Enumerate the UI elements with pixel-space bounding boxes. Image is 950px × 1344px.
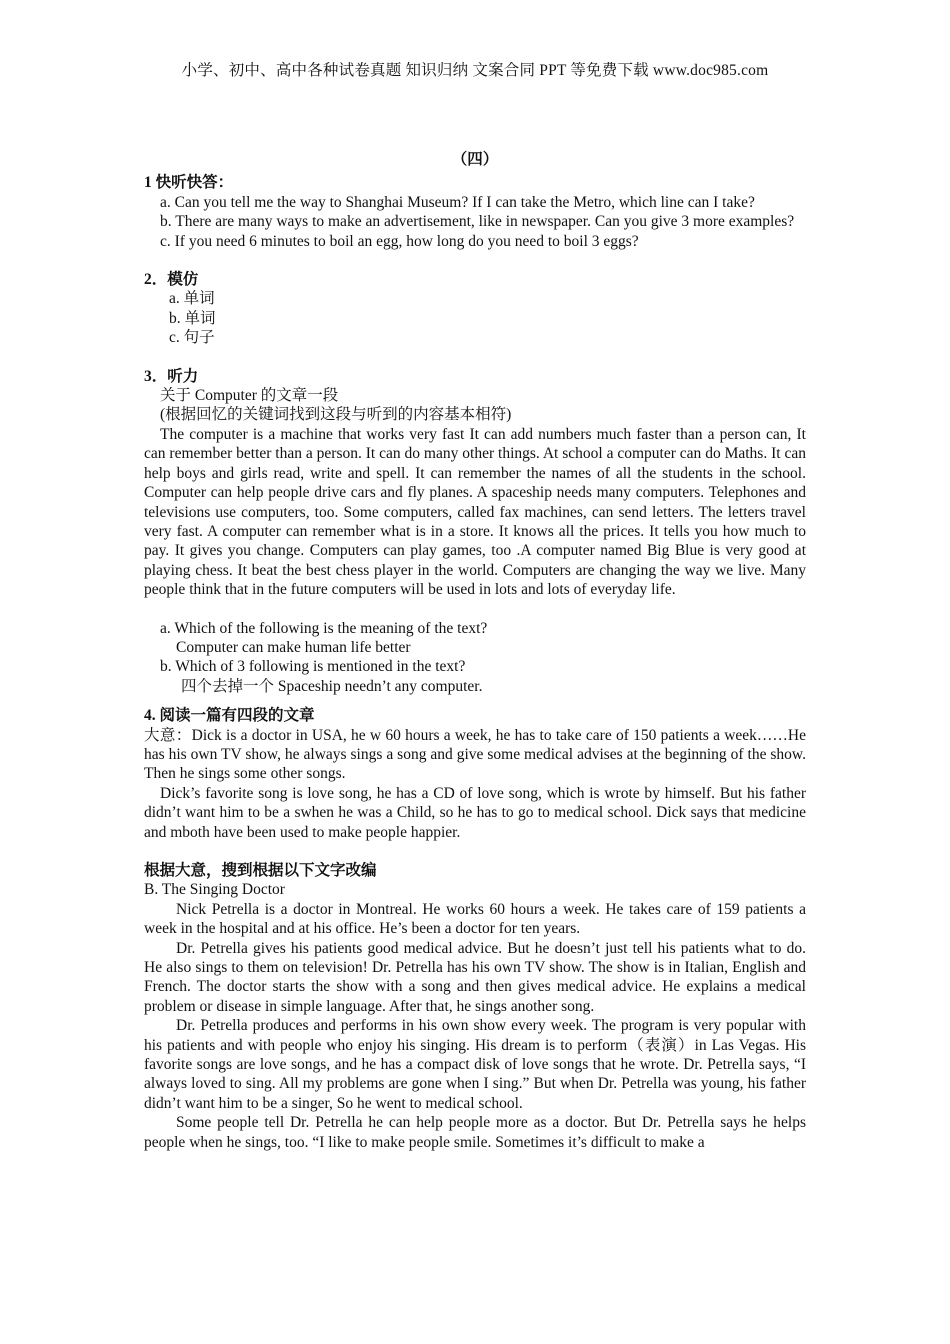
question-1b: b. There are many ways to make an advertisement, like in newspaper. Can you give 3 more examples?	[160, 213, 795, 231]
item-2a: a. 单词	[169, 290, 215, 308]
computer-passage: The computer is a machine that works very fast It can add numbers much faster than a person can, It can remember better than a person. It can do many other things. At school a computer can do Maths. It can help boys and girls read, write and spell. It can remember the names of all the students in the school. Computer can help people drive cars and fly planes. A spaceship needs many computers. Telephones and televisions use computers, too. Some computers, called fax machines, can send letters. The letters travel very fast. A computer can remember what is in a store. It knows all the prices. It tells you how much to pay. It gives you change. Computers can play games, too .A computer named Big Blue is very good at playing chess. It beat the best chess player in the world. Computers are changing the way we live. Many people think that in the future computers will be used in lots and lots of everyday life.	[144, 425, 806, 599]
answer-3a: Computer can make human life better	[176, 638, 411, 656]
section-5-heading: 根据大意，搜到根据以下文字改编	[144, 862, 377, 879]
section-2-heading: 2．模仿	[144, 271, 199, 289]
story-paragraph-3: Dr. Petrella produces and performs in his own show every week. The program is very popular with his patients and with people who enjoy his singing. His dream is to perform（表演）in Las Vegas. His favorite songs are love songs, and he has a compact disk of love songs that he wrote. Dr. Petrella says, “I always loved to sing. All my problems are gone when I sing.” But when Dr. Petrella was young, his father didn’t want him to be a singer, So he went to medical school.	[144, 1017, 806, 1112]
question-1a: a. Can you tell me the way to Shanghai Museum? If I can take the Metro, which line can I take?	[160, 193, 755, 211]
section-3-heading: 3．听力	[144, 367, 199, 385]
document-body	[144, 150, 806, 1152]
section-4-heading: 4. 阅读一篇有四段的文章	[144, 707, 315, 725]
story-paragraph-1: Nick Petrella is a doctor in Montreal. He works 60 hours a week. He takes care of 159 patients a week in the hospital and at his office. He’s been a doctor for ten years.	[144, 900, 806, 938]
question-3a: a. Which of the following is the meaning of the text?	[160, 619, 488, 637]
question-3b: b. Which of 3 following is mentioned in the text?	[160, 658, 466, 676]
summary-paragraph-1: 大意：Dick is a doctor in USA, he w 60 hours a week, he has to take care of 150 patients a week……He has his own TV show, he always sings a song and give some medical advises at the beginning of the show. Then he sings some other songs.	[144, 726, 806, 783]
section-title: （四）	[451, 151, 499, 168]
summary-paragraph-2: Dick’s favorite song is love song, he has a CD of love song, which is wrote by himself. But his father didn’t want him to be a swhen he was a Child, so he has to go to medical school. Dick says that medicine and mboth have been used to make people happier.	[144, 784, 806, 841]
section-1-heading: 1 快听快答：	[144, 174, 234, 192]
story-title: B. The Singing Doctor	[144, 881, 285, 899]
question-1c: c. If you need 6 minutes to boil an egg, how long do you need to boil 3 eggs?	[160, 232, 639, 250]
page-header: 小学、初中、高中各种试卷真题 知识归纳 文案合同 PPT 等免费下载 www.doc985.com	[181, 62, 769, 79]
story-paragraph-2: Dr. Petrella gives his patients good medical advice. But he doesn’t just tell his patients what to do. He also sings to them on television! Dr. Petrella has his own TV show. The show is in Italian, English and French. The doctor starts the show with a song and then gives medical advice. He explains a medical problem or disease in simple language. After that, he sings another song.	[144, 939, 806, 1015]
answer-3b: 四个去掉一个 Spaceship needn’t any computer.	[181, 677, 483, 695]
story-paragraph-4: Some people tell Dr. Petrella he can help people more as a doctor. But Dr. Petrella says he helps people when he sings, too. “I like to make people smile. Sometimes it’s difficult to make a	[144, 1114, 806, 1151]
section-3-note: (根据回忆的关键词找到这段与听到的内容基本相符)	[160, 406, 512, 424]
item-2b: b. 单词	[169, 309, 216, 327]
item-2c: c. 句子	[169, 329, 215, 347]
section-3-subtitle: 关于 Computer 的文章一段	[160, 387, 339, 405]
